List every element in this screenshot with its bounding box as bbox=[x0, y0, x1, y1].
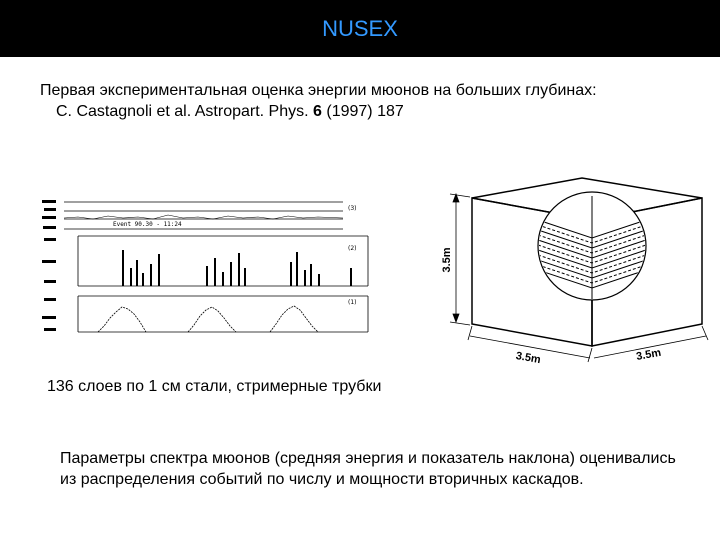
cutaway-circle bbox=[538, 192, 646, 300]
detector-cube-figure bbox=[432, 176, 718, 372]
slide-title: NUSEX bbox=[322, 16, 398, 41]
reference bbox=[40, 101, 710, 122]
event-panel-top bbox=[64, 202, 343, 229]
slide-header bbox=[0, 0, 720, 57]
figure-caption: 136 слоев по 1 см стали, стримерные трубки bbox=[47, 378, 382, 395]
bottom-axis-labels bbox=[42, 298, 56, 331]
middle-axis-labels bbox=[42, 238, 56, 283]
intro-text bbox=[40, 80, 710, 122]
event-display-figure bbox=[38, 188, 378, 336]
height-dimension bbox=[450, 194, 470, 325]
middle-histogram-bars bbox=[122, 250, 352, 286]
reference-volume: 6 bbox=[313, 103, 322, 120]
front-label: 3.5m bbox=[514, 349, 542, 367]
event-panel-bottom bbox=[78, 296, 368, 332]
params-text: Параметры спектра мюонов (средняя энергия и показатель наклона) оценивались из распределения событий по числу и мощности вторичных каскадов. bbox=[60, 450, 676, 488]
reference-suffix: (1997) 187 bbox=[321, 103, 404, 120]
height-label: 3.5m bbox=[441, 247, 453, 273]
panel-label-2: (2) bbox=[348, 245, 357, 252]
reference-prefix: C. Castagnoli et al. Astropart. Phys. bbox=[56, 103, 314, 120]
side-label: 3.5m bbox=[635, 346, 663, 363]
intro-line: Первая экспериментальная оценка энергии мюонов на больших глубинах: bbox=[40, 82, 597, 99]
panel-label-1: (1) bbox=[348, 299, 357, 306]
panel-label-3: (3) bbox=[348, 205, 357, 212]
event-label: Event 90.30 - 11:24 bbox=[113, 221, 182, 228]
left-axis-labels bbox=[42, 200, 56, 229]
